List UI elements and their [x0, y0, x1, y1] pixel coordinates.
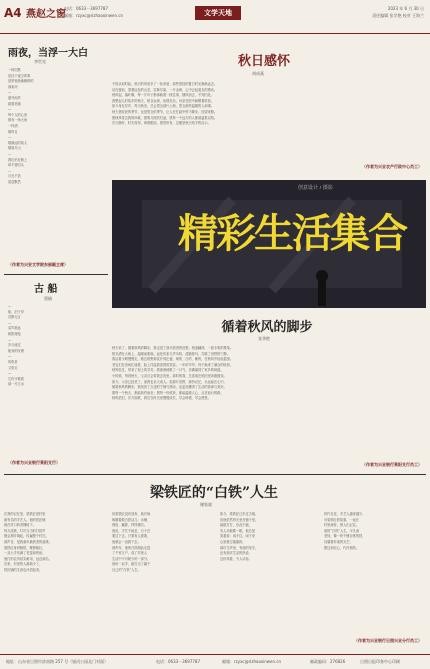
- footer-email: 邮箱：rzyxc@rizhaoxinwen.cn: [222, 659, 282, 664]
- banner-text: 精彩生活集合: [178, 210, 406, 257]
- center-credit: （作者为兴业银行莱阳支行员工）: [362, 462, 422, 467]
- poem-author: 李世光: [34, 59, 46, 64]
- poem-credit: （作者为兴安文学院东部副主席）: [8, 262, 68, 267]
- header-date: 2023 年 6 月 30 日: [387, 6, 424, 11]
- mid-title: 秋日感怀: [237, 54, 290, 69]
- section-label: 文学天地: [195, 6, 241, 20]
- center-article: [112, 312, 426, 472]
- bottom-article: [4, 478, 426, 650]
- header-editors: 责任编辑 张学艳 校对 王海兰: [372, 13, 424, 18]
- bottom-body-col3: 如今，梁铁匠已年过古稀， 但他依然每天坐在铺子里， 敲敲打打，乐此不疲。 有人劝他歇一歇，他总是 笑着说：闲不住，闲下来 心里就空落落的。 那叮当声里，有他的坚守， 也有他对生活的热爱。 这份执着，令人动容。: [220, 512, 259, 561]
- poem2-body: — 船，泊于岸 沉默无言 — 桨声渐远 帆影斑驳 — 岁月流过 船身的纹理 — 风吹来 又吹走 — 它仍守候着 那一片江水: [8, 304, 24, 387]
- header-email: 邮箱：rzyxc@rizhaoxinwen.cn: [64, 13, 124, 18]
- poem-body: 一种沉默 是浮于夜空的雾 是梦里渐渐飘散的 那条河 — 窗外雨声 敲着老墙 — 每个人的心里 都有一场大雨 一杯酒 敬昨日 — 敬渐远的故人 敬那片山 — 我们仍在路上 却不曾回头 — 月光不语 星辰默然: [8, 68, 34, 184]
- poem2-credit: （作者为兴业银行莱阳支行）: [8, 460, 60, 465]
- center-author: 张华艳: [258, 336, 270, 341]
- bottom-title: 梁铁匠的“白铁”人生: [149, 485, 279, 501]
- page-number: A4: [4, 6, 22, 20]
- center-body: 秋天来了，循着秋风的脚步，我走进了那片熟悉的田野。稻浪翻滚，一派丰收的景象。 阳光洒在大地上，温暖而柔和。远处传来几声鸟鸣，清脆悦耳，打破了田野的宁静。 我沿着小路慢慢走，路边的野菊花开得正盛，黄的、白的、紫的，在秋风中轻轻摇曳。 老农们在田间忙碌着，脸上洋溢着喜悦的笑容。一年的辛劳，终于换来了满仓的收获。 秋风吹过，带来了泥土的芬芳。我深深地吸了一口气，仿佛闻到了家乡的味道。 小时候，每到秋天，父亲总会带我去田里。那时的我，总喜欢在稻田里奔跑嬉戏。 如今，父亲已经老了，而我也长大成人。但那片田野，那份记忆，永远留在心中。 循着秋风的脚步，我找回了久违的宁静与感动，也更加懂得了生活的真谛与美好。 愿每一个秋天，都能如约而至；愿每一份收获，都能温暖人心，点亮前行的路。 秋风依旧，岁月如歌，我们在时光里慢慢成长，学会珍惜，学会感恩。: [112, 346, 234, 401]
- bottom-body-col1: 在我的记忆里，梁铁匠是村里 最有名的手艺人。他的铁匠铺 就在村口的老槐树下。 每天清晨，叮叮当当的打铁声 便会准时响起，传遍整个村庄。 那声音，是我童年最熟悉的旋律。 梁铁匠身材魁梧，臂膀粗壮， 一双大手布满了老茧和伤疤。 他打的农具结实耐用，远近闻名。 后来，村里的人渐渐少了， 铁匠铺的生意也冷清起来。: [4, 512, 52, 572]
- poem2-author: 墨楠: [44, 296, 52, 301]
- poem2-title: 古 船: [34, 284, 58, 295]
- mid-credit: （作者为兴业农产行政中心员工）: [362, 164, 422, 169]
- page-header: [0, 0, 430, 34]
- bottom-body-col4: 时代在变，手艺人越来越少， 可梁铁匠的故事，一直在 村里流传，被人们记住。 他的“白铁”人生，平凡而 坚韧，像一块千锤百炼的铁， 闪耀着朴素的光芒。 愿这份匠心，代代相传。: [324, 512, 366, 550]
- bottom-body-col2: 但梁铁匠没有放弃，他开始 琢磨着做白铁活儿：水桶、 烟囱、簸箕，样样精巧。 他说，手艺不能丢，日子总 要过下去。只要有人需要， 他就会一直做下去。 那些年，他的白铁制品走进 了千家万户，成了村里人 生活中不可缺少的一部分。 他用一双手，敲打出了属于 自己的“白铁”人生。: [112, 512, 151, 572]
- footer-zip: 邮政编码：276826: [310, 659, 346, 664]
- mid-article: [112, 40, 426, 175]
- page-footer: [0, 654, 430, 669]
- brand-title: 燕赵之窗: [26, 9, 66, 20]
- center-title: 循着秋风的脚步: [221, 320, 313, 335]
- bottom-credit: （作者为兴业银行日照兴业分行员工）: [354, 638, 422, 643]
- poem-title: 雨夜，当浮一大白: [8, 48, 88, 59]
- footer-printer: 日照日报印务中心印刷: [360, 659, 400, 664]
- banner-watermark: 创意设计 / 摄影: [298, 185, 333, 191]
- mid-body: 不知从何时起，秋天的风里多了一丝凉意，那些曾经的夏日时光渐渐远去。 站在窗前，望着远处的山峦，层林尽染，一片金黄，心中泛起莫名的感动。 秋风起，落叶飘，每一片叶子都承载着一段往事，随风而去，不知归处。 我想起儿时故乡的秋天，稻谷金黄，炊烟袅袅，母亲在院中晾晒着收获。 如今身在异乡，每当秋至，总会思念那片土地，思念那些温暖的人和事。 秋天是收获的季节，也是思念的季节，让人在忙碌中停下脚步，回望来路。 愿秋风带去我的问候，愿明月照亮归途，愿每一个远方的人都被温柔以待。 岁月静好，时光匆匆，珍惜眼前，感恩所有，这便是秋天给予的启示。: [112, 82, 218, 126]
- left-column: [4, 40, 108, 470]
- bottom-author: 谢家斌: [200, 502, 212, 507]
- section-divider: [4, 474, 426, 475]
- banner-image: [112, 180, 426, 308]
- mid-author: 胡成燕: [252, 71, 264, 76]
- footer-address: 地址：山东省日照市济南路 257 号（银河公园北门对面）: [6, 659, 109, 664]
- divider: [4, 274, 108, 275]
- header-phone: 电话：0633－3697787: [64, 6, 108, 11]
- footer-phone: 电话：0633－3697787: [156, 659, 200, 664]
